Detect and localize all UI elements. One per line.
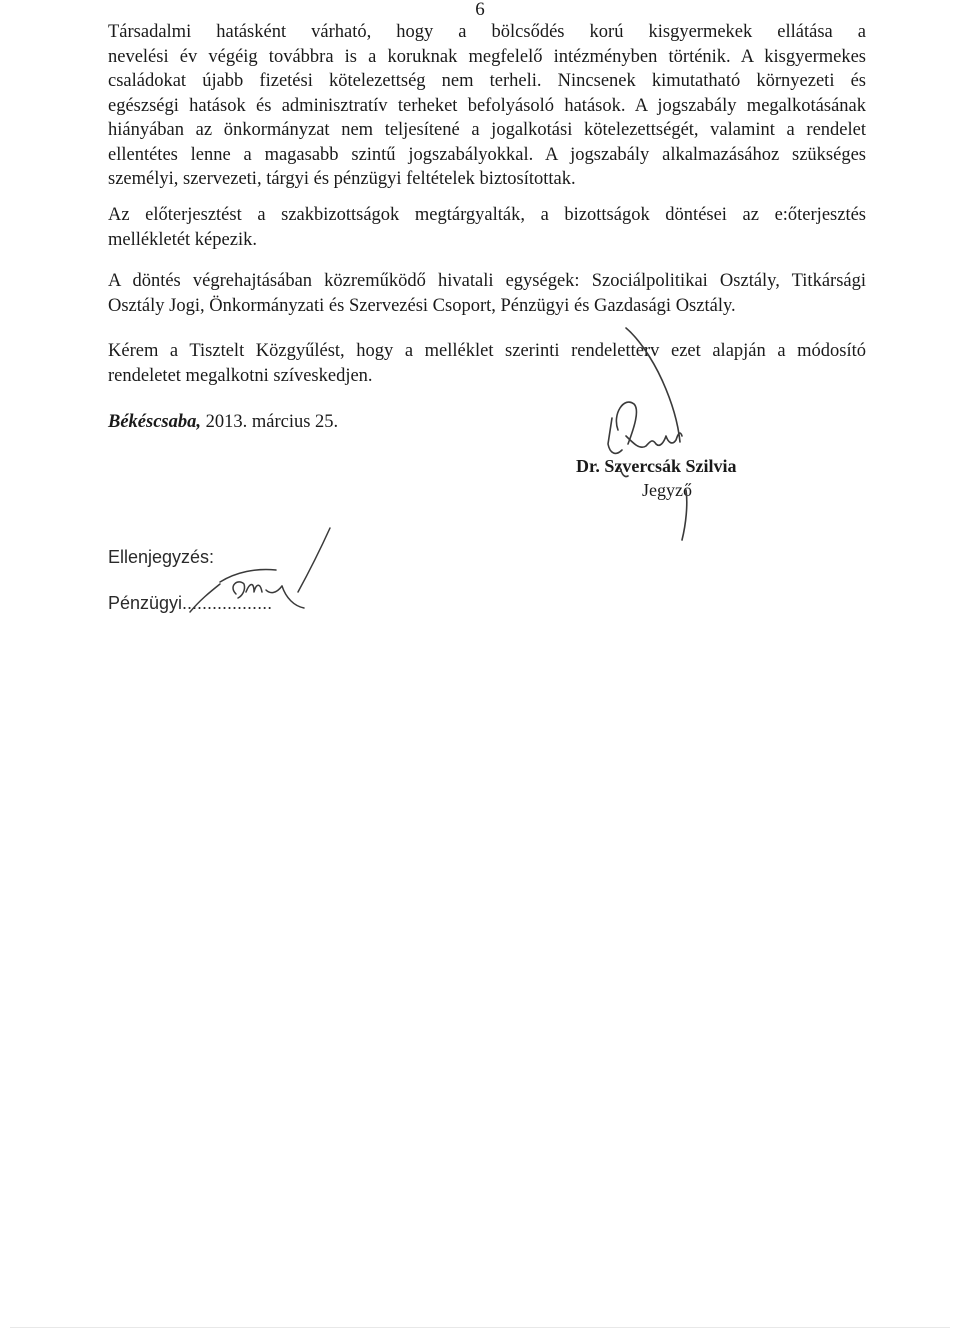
document-date: 2013. március 25. bbox=[201, 412, 339, 432]
paragraph-units bbox=[108, 269, 866, 318]
text-line: személyi, szervezeti, tárgyi és pénzügyi feltételek biztosítottak. bbox=[108, 169, 576, 189]
paragraph-committees bbox=[108, 203, 866, 252]
page-number: 6 bbox=[475, 0, 485, 20]
text-line: Osztály Jogi, Önkormányzati és Szervezési Csoport, Pénzügyi és Gazdasági Osztály. bbox=[108, 295, 736, 316]
text-line: családokat újabb fizetési kötelezettség nem terheli. Nincsenek kimutatható környezeti és bbox=[108, 71, 866, 91]
text-line: mellékletét képezik. bbox=[108, 229, 257, 250]
bottom-rule bbox=[10, 1327, 950, 1328]
text-line: Kérem a Tisztelt Közgyűlést, hogy a melléklet szerinti rendeletterv ezet alapján a módosító bbox=[108, 341, 866, 361]
place-date bbox=[108, 410, 338, 434]
text-line: A döntés végrehajtásában közreműködő hivatali egységek: Szociálpolitikai Osztály, Titkársági bbox=[108, 271, 866, 291]
signer-title: Jegyző bbox=[642, 480, 692, 500]
finance-countersign-line: Pénzügyi.................. bbox=[108, 593, 273, 613]
text-line: Társadalmi hatásként várható, hogy a bölcsődés korú kisgyermekek ellátása a bbox=[108, 22, 866, 42]
text-line: hiányában az önkormányzat nem teljesítené a jogalkotási kötelezettségét, valamint a rendelet bbox=[108, 120, 866, 140]
text-line: rendeletet megalkotni szíveskedjen. bbox=[108, 365, 373, 386]
text-line: Az előterjesztést a szakbizottságok megtárgyalták, a bizottságok döntései az e:őterjesztés bbox=[108, 205, 866, 225]
paragraph-impact bbox=[108, 20, 866, 192]
countersign-label: Ellenjegyzés: bbox=[108, 547, 215, 567]
text-line: egészségi hatások és adminisztratív terheket befolyásoló hatások. A jogszabály megalkotásának bbox=[108, 95, 866, 116]
paragraph-request bbox=[108, 339, 866, 388]
place-city: Békéscsaba, bbox=[108, 412, 201, 432]
text-line: ellentétes lenne a magasabb szintű jogszabályokkal. A jogszabály alkalmazásához szükséges bbox=[108, 144, 866, 165]
signer-name: Dr. Szvercsák Szilvia bbox=[576, 456, 737, 476]
text-line: nevelési év végéig továbbra is a koruknak megfelelő intézményben történik. A kisgyermekes bbox=[108, 46, 866, 67]
